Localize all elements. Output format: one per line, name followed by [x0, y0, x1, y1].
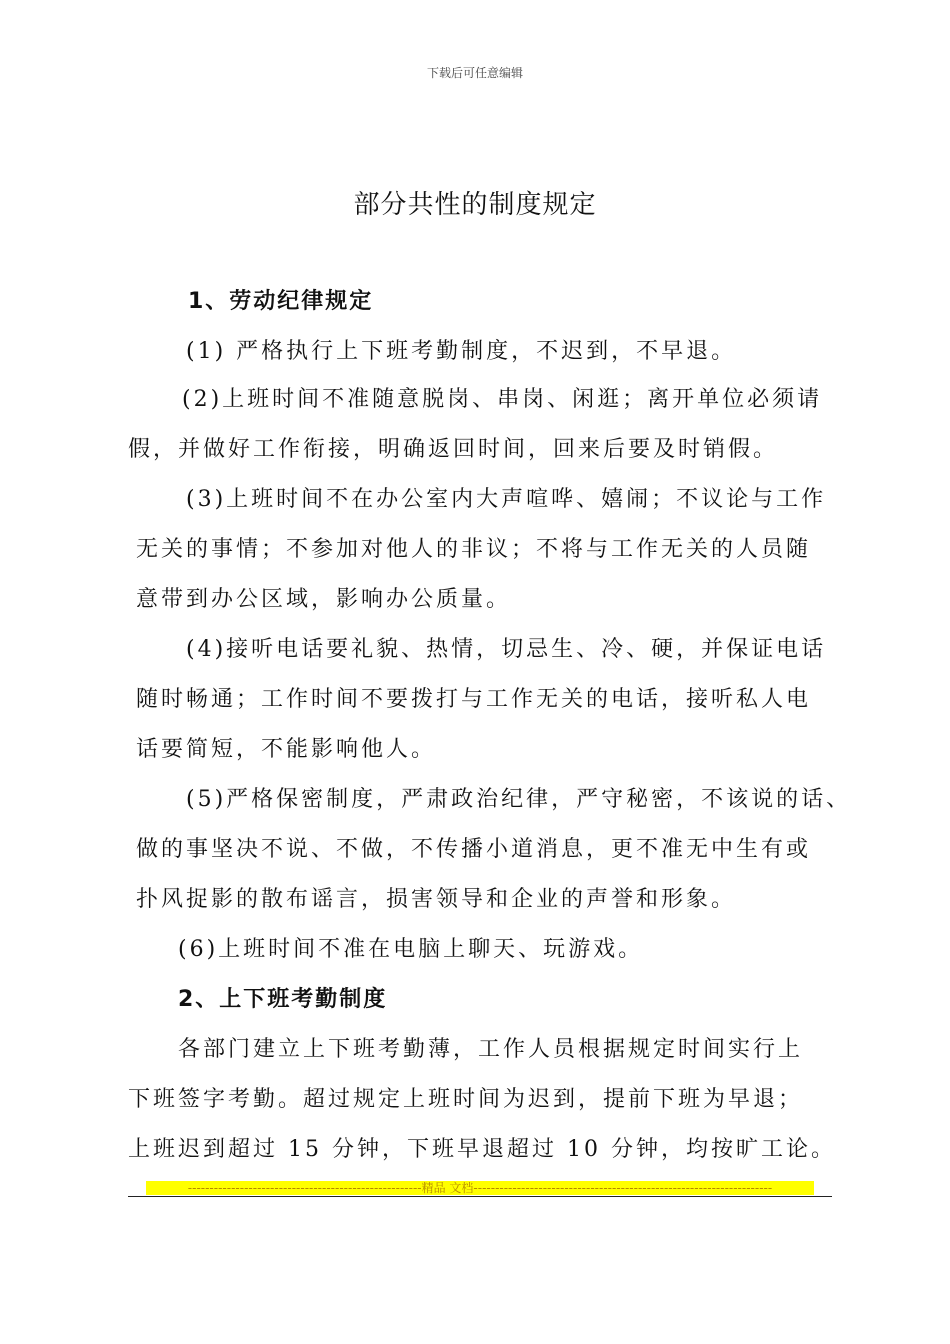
paragraph-line: 无关的事情；不参加对他人的非议；不将与工作无关的人员随: [136, 537, 812, 562]
paragraph-line: 下班签字考勤。超过规定上班时间为迟到，提前下班为早退；: [128, 1087, 804, 1112]
paragraph-line: (1) 严格执行上下班考勤制度，不迟到，不早退。: [186, 339, 737, 364]
paragraph-line: (3)上班时间不在办公室内大声喧哗、嬉闹；不议论与工作: [186, 487, 827, 512]
section-heading-1: 1、劳动纪律规定: [188, 289, 374, 314]
section-heading-2: 2、上下班考勤制度: [178, 987, 388, 1012]
paragraph-line: (4)接听电话要礼貌、热情，切忌生、冷、硬，并保证电话: [186, 637, 827, 662]
paragraph-line: 扑风捉影的散布谣言，损害领导和企业的声誉和形象。: [136, 887, 737, 912]
paragraph-line: 做的事坚决不说、不做，不传播小道消息，更不准无中生有或: [136, 837, 812, 862]
paragraph-line: 话要简短，不能影响他人。: [136, 737, 437, 762]
paragraph-line: 意带到办公区域，影响办公质量。: [136, 587, 512, 612]
paragraph-line: 假，并做好工作衔接，明确返回时间，回来后要及时销假。: [128, 437, 779, 462]
page-title: 部分共性的制度规定: [353, 190, 597, 220]
paragraph-line: (6)上班时间不准在电脑上聊天、玩游戏。: [178, 937, 644, 962]
paragraph-line: 上班迟到超过 15 分钟，下班早退超过 10 分钟，均按旷工论。: [128, 1137, 836, 1162]
paragraph-line: 各部门建立上下班考勤薄，工作人员根据规定时间实行上: [178, 1037, 804, 1062]
footer-divider: [128, 1196, 832, 1197]
paragraph-line: (5)严格保密制度，严肃政治纪律，严守秘密，不该说的话、: [186, 787, 852, 812]
page-header: 下载后可任意编辑: [426, 66, 523, 80]
paragraph-line: (2)上班时间不准随意脱岗、串岗、闲逛；离开单位必须请: [182, 387, 823, 412]
footer-banner: ------------------------------------------------------精品 文档---------------------------------------------------------------------: [146, 1181, 814, 1195]
paragraph-line: 随时畅通；工作时间不要拨打与工作无关的电话，接听私人电: [136, 687, 812, 712]
